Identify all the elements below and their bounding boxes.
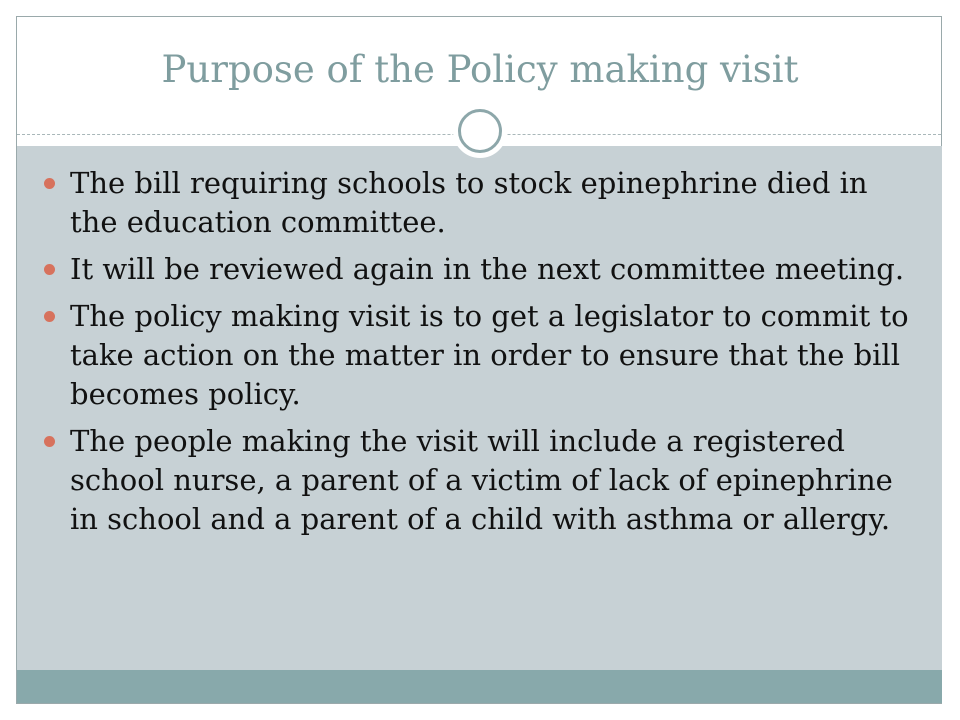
- bullet-item: [44, 422, 924, 539]
- bullet-text: The bill requiring schools to stock epinephrine died in the education committee.: [70, 166, 868, 239]
- bullet-dot-icon: [44, 178, 55, 189]
- bullet-item: [44, 250, 924, 289]
- bullet-text: The people making the visit will include a registered school nurse, a parent of a victim of lack of epinephrine in school and a parent of a child with asthma or allergy.: [70, 424, 893, 536]
- bullet-dot-icon: [44, 311, 55, 322]
- bullet-text: It will be reviewed again in the next committee meeting.: [70, 252, 905, 286]
- circle-ornament-icon: [458, 109, 502, 153]
- slide-title: Purpose of the Policy making visit: [161, 48, 799, 91]
- footer-band: [17, 670, 942, 703]
- bullet-text: The policy making visit is to get a legislator to commit to take action on the matter in order to ensure that the bill becomes policy.: [70, 299, 909, 411]
- bullet-dot-icon: [44, 264, 55, 275]
- bullet-item: [44, 297, 924, 414]
- bullet-item: [44, 164, 924, 242]
- bullet-dot-icon: [44, 436, 55, 447]
- bullet-list: [44, 164, 924, 547]
